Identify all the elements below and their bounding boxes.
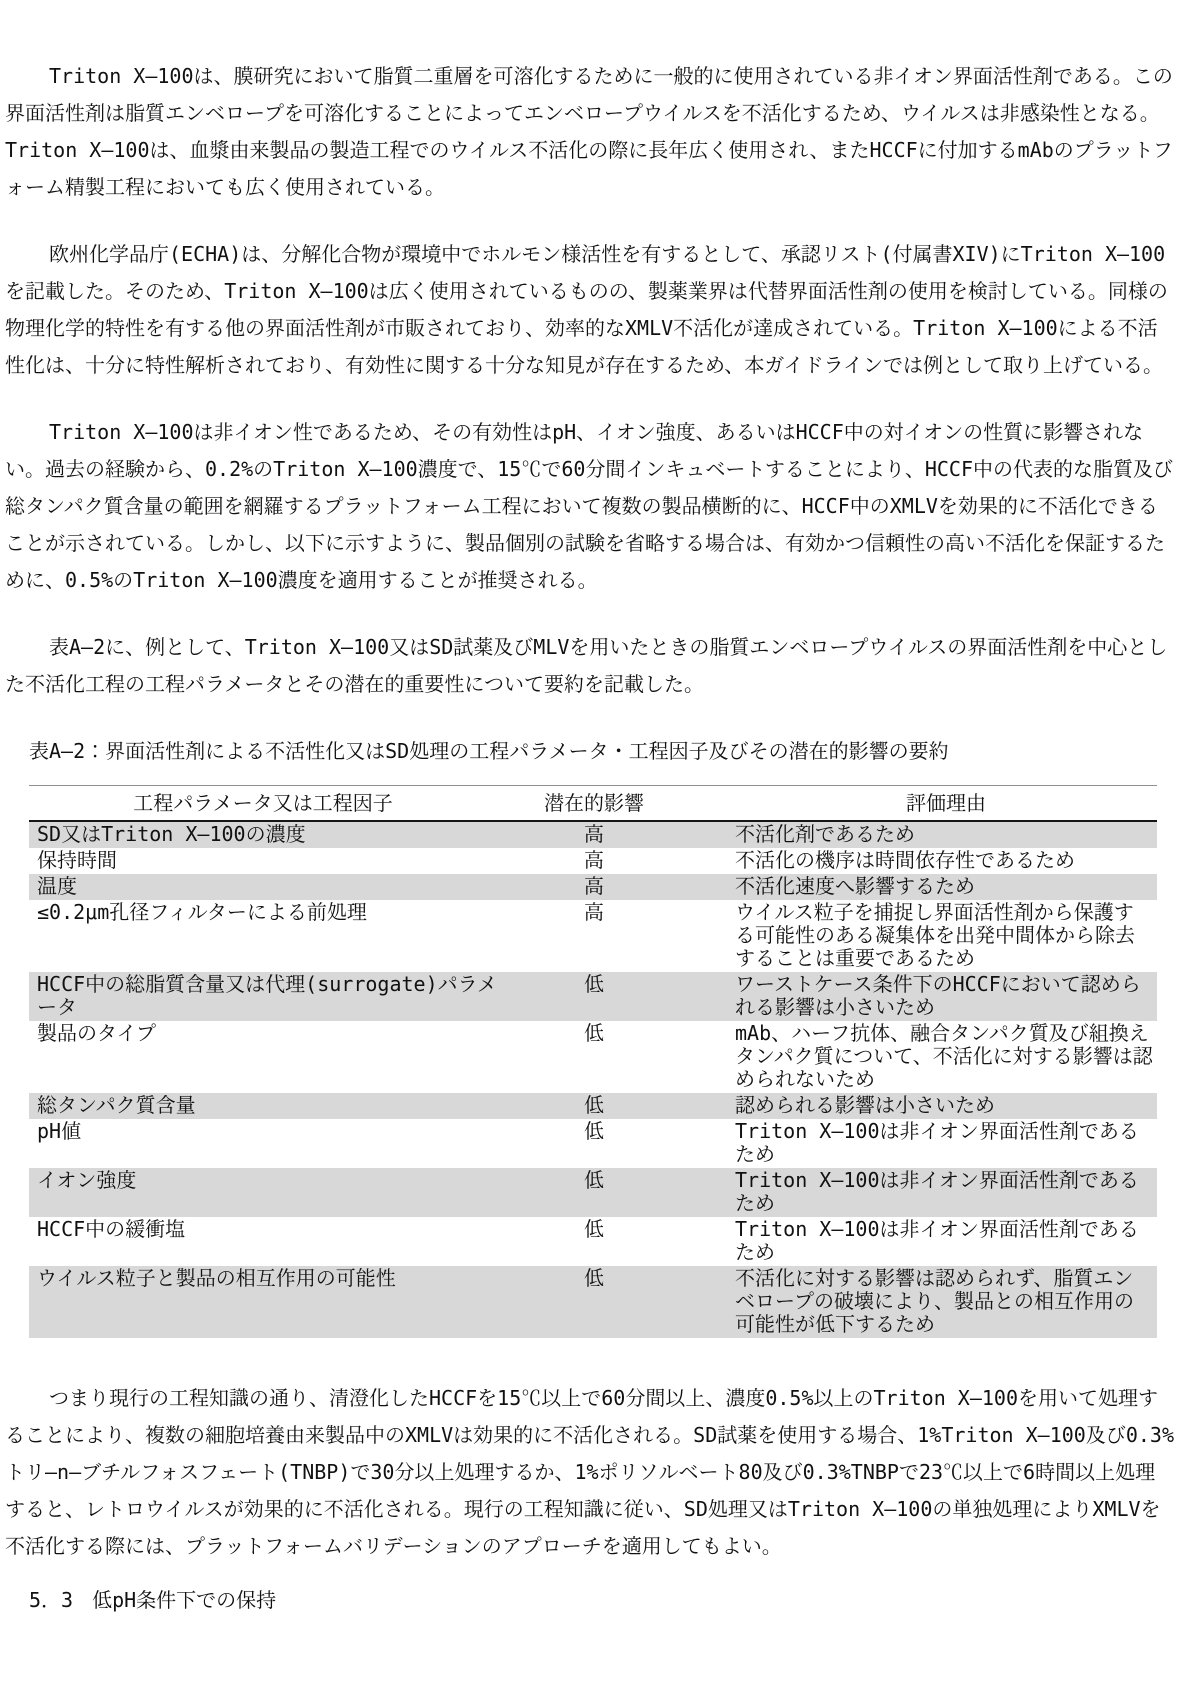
- cell-impact: 高: [584, 822, 604, 846]
- cell-impact: 低: [584, 1168, 604, 1192]
- cell-parameter: 製品のタイプ: [37, 1021, 156, 1045]
- paragraph-nonionic: Triton X—100は非イオン性であるため、その有効性はpH、イオン強度、あるいはHCCF中の対イオンの性質に影響されない。過去の経験から、0.2%のTriton X—100濃度で、15℃で60分間インキュベートすることにより、HCCF中の代表的な脂質及び総タンパク質含量の範囲を網羅するプラットフォーム工程において複数の製品横断的に、HCCF中のXMLVを効果的に不活化できることが示されている。しかし、以下に示すように、製品個別の試験を省略する場合は、有効かつ信頼性の高い不活化を保証するために、0.5%のTriton X—100濃度を適用することが推奨される。: [5, 420, 1173, 592]
- cell-parameter: SD又はTriton X—100の濃度: [37, 822, 306, 846]
- table-row: [29, 848, 1157, 874]
- cell-reason: 不活化速度へ影響するため: [735, 874, 975, 898]
- cell-parameter: イオン強度: [37, 1168, 137, 1192]
- cell-impact: 低: [584, 1266, 604, 1290]
- section-number: 5．3: [29, 1588, 74, 1612]
- cell-reason: 認められる影響は小さいため: [735, 1093, 995, 1117]
- cell-parameter: ≤0.2μm孔径フィルターによる前処理: [37, 900, 367, 924]
- table-row: [29, 972, 1157, 1021]
- table-row: [29, 1168, 1157, 1217]
- cell-parameter: HCCF中の緩衝塩: [37, 1217, 186, 1241]
- cell-parameter: ウイルス粒子と製品の相互作用の可能性: [37, 1266, 396, 1290]
- table-row: [29, 1217, 1157, 1266]
- cell-impact: 低: [584, 972, 604, 996]
- cell-reason: mAb、ハーフ抗体、融合タンパク質及び組換えタンパク質について、不活化に対する影響は認められないため: [735, 1021, 1153, 1091]
- paragraph-conclusion: つまり現行の工程知識の通り、清澄化したHCCFを15℃以上で60分間以上、濃度0.5%以上のTriton X—100を用いて処理することにより、複数の細胞培養由来製品中のXMLVは効果的に不活化される。SD試薬を使用する場合、1%Triton X—100及び0.3%トリ—n—ブチルフォスフェート(TNBP)で30分以上処理するか、1%ポリソルベート80及び0.3%TNBPで23℃以上で6時間以上処理すると、レトロウイルスが効果的に不活化される。現行の工程知識に従い、SD処理又はTriton X—100の単独処理によりXMLVを不活化する際には、プラットフォームバリデーションのアプローチを適用してもよい。: [5, 1386, 1174, 1558]
- cell-parameter: 温度: [37, 874, 77, 898]
- cell-reason: Triton X—100は非イオン界面活性剤であるため: [735, 1168, 1139, 1215]
- cell-impact: 低: [584, 1093, 604, 1117]
- table-row: [29, 1093, 1157, 1119]
- section-title: 低pH条件下での保持: [92, 1588, 277, 1612]
- section-heading: [5, 1582, 1175, 1619]
- paragraph-echa: 欧州化学品庁(ECHA)は、分解化合物が環境中でホルモン様活性を有するとして、承認リスト(付属書XIV)にTriton X—100を記載した。そのため、Triton X—100は広く使用されているものの、製薬業界は代替界面活性剤の使用を検討している。同様の物理化学的特性を有する他の界面活性剤が市販されており、効率的なXMLV不活化が達成されている。Triton X—100による不活性化は、十分に特性解析されており、有効性に関する十分な知見が存在するため、本ガイドラインでは例として取り上げている。: [5, 242, 1168, 377]
- cell-parameter: HCCF中の総脂質含量又は代理(surrogate)パラメータ: [37, 972, 498, 1019]
- cell-reason: 不活化の機序は時間依存性であるため: [735, 848, 1075, 872]
- cell-reason: Triton X—100は非イオン界面活性剤であるため: [735, 1119, 1139, 1166]
- process-parameter-table: [29, 785, 1157, 1338]
- cell-reason: 不活化に対する影響は認められず、脂質エンベロープの破壊により、製品との相互作用の可能性が低下するため: [735, 1266, 1134, 1336]
- col-header-parameter: 工程パラメータ又は工程因子: [29, 786, 497, 822]
- cell-impact: 低: [584, 1021, 604, 1045]
- cell-reason: ワーストケース条件下のHCCFにおいて認められる影響は小さいため: [735, 972, 1141, 1019]
- table-row: [29, 1021, 1157, 1093]
- col-header-reason: 評価理由: [691, 786, 1157, 822]
- cell-impact: 高: [584, 874, 604, 898]
- cell-reason: 不活化剤であるため: [735, 822, 915, 846]
- cell-reason: ウイルス粒子を捕捉し界面活性剤から保護する可能性のある凝集体を出発中間体から除去することは重要であるため: [735, 900, 1135, 970]
- paragraph-triton-intro: Triton X—100は、膜研究において脂質二重層を可溶化するために一般的に使用されている非イオン界面活性剤である。この界面活性剤は脂質エンベロープを可溶化することによってエンベロープウイルスを不活化するため、ウイルスは非感染性となる。Triton X—100は、血漿由来製品の製造工程でのウイルス不活化の際に長年広く使用され、またHCCFに付加するmAbのプラットフォーム精製工程においても広く使用されている。: [5, 64, 1173, 199]
- table-row: [29, 821, 1157, 848]
- cell-parameter: pH値: [37, 1119, 82, 1143]
- table-row: [29, 1266, 1157, 1338]
- cell-parameter: 総タンパク質含量: [37, 1093, 196, 1117]
- cell-impact: 低: [584, 1217, 604, 1241]
- paragraph-table-intro: 表A—2に、例として、Triton X—100又はSD試薬及びMLVを用いたときの脂質エンベロープウイルスの界面活性剤を中心とした不活化工程の工程パラメータとその潜在的重要性について要約を記載した。: [5, 635, 1168, 696]
- cell-impact: 低: [584, 1119, 604, 1143]
- table-header-row: [29, 786, 1157, 822]
- cell-parameter: 保持時間: [37, 848, 117, 872]
- col-header-impact: 潜在的影響: [497, 786, 691, 822]
- table-row: [29, 1119, 1157, 1168]
- cell-impact: 高: [584, 900, 604, 924]
- cell-impact: 高: [584, 848, 604, 872]
- table-row: [29, 900, 1157, 972]
- cell-reason: Triton X—100は非イオン界面活性剤であるため: [735, 1217, 1139, 1264]
- table-caption: 表A—2：界面活性剤による不活性化又はSD処理の工程パラメータ・工程因子及びその潜在的影響の要約: [29, 739, 949, 763]
- table-row: [29, 874, 1157, 900]
